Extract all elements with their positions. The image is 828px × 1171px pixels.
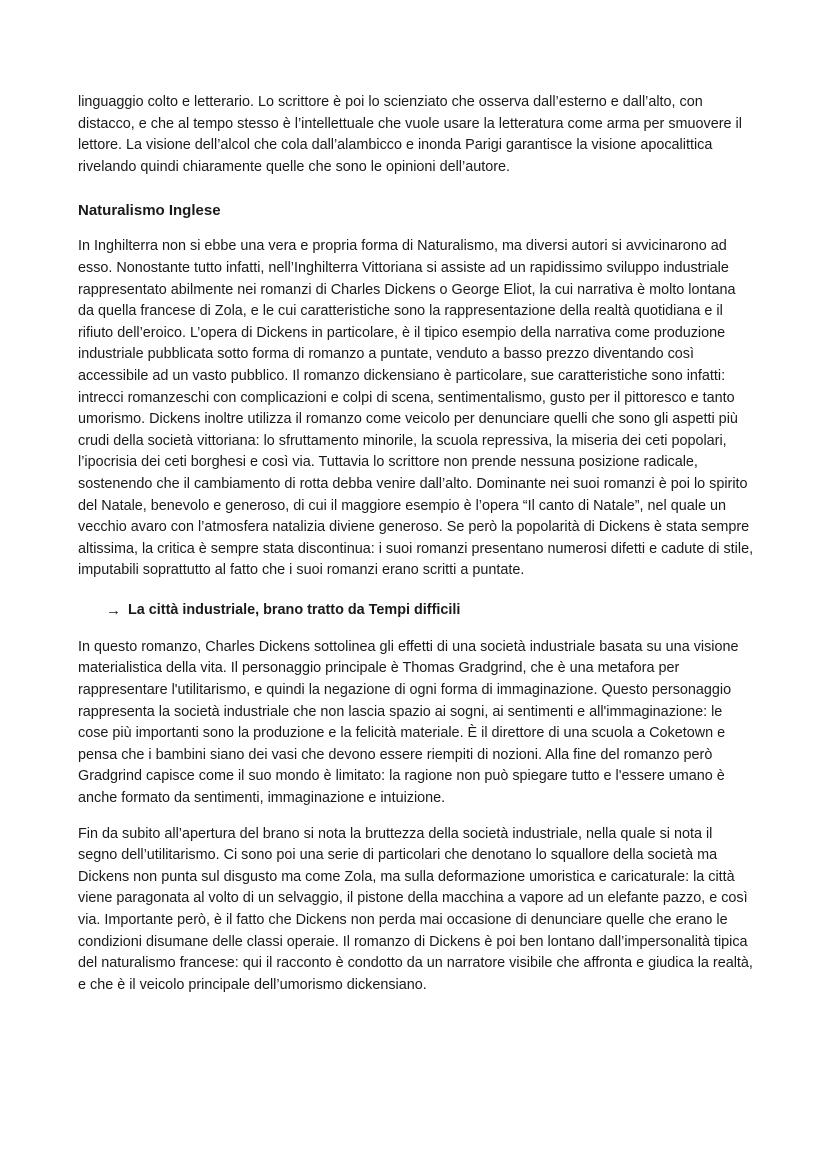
- section-paragraph: In Inghilterra non si ebbe una vera e propria forma di Naturalismo, ma diversi autori si avvicinarono ad esso. Nonostante tutto infatti, nell’Inghilterra Vittoriana si assiste ad un rapidissimo sviluppo industriale rappresentato abilmente nei romanzi di Charles Dickens o George Eliot, la cui narrativa è molto lontana da quella francese di Zola, e le cui caratteristiche sono la rappresentazione della realtà quotidiana e il rifiuto dell’eroico. L’opera di Dickens in particolare, è il tipico esempio della narrativa come produzione industriale pubblicata sotto forma di romanzo a puntate, venduto a basso prezzo diventando così accessibile ad un vasto pubblico. Il romanzo dickensiano è particolare, sue caratteristiche sono infatti: intrecci romanzeschi con complicazioni e colpi di scena, sentimentalismo, gusto per il pittoresco e tanto umorismo. Dickens inoltre utilizza il romanzo come veicolo per denunciare quelli che sono gli aspetti più crudi della società vittoriana: lo sfruttamento minorile, la scuola repressiva, la miseria dei ceti popolari, l’ipocrisia dei ceti borghesi e così via. Tuttavia lo scrittore non prende nessuna posizione radicale, sostenendo che il cambiamento di rotta debba venire dall’alto. Dominante nei suoi romanzi è poi lo spirito del Natale, benevolo e generoso, di cui il maggiore esempio è l’opera “Il canto di Natale”, nel quale un vecchio avaro con l’atmosfera natalizia diviene generoso. Se però la popolarità di Dickens è stata sempre altissima, la critica è sempre stata discontinua: i suoi romanzi presentano numerosi difetti e cadute di stile, imputabili soprattutto al fatto che i suoi romanzi erano scritti a puntate.: [78, 238, 754, 579]
- right-arrow-icon: →: [106, 601, 121, 619]
- document-page: [78, 92, 754, 996]
- subsection-paragraph-2: Fin da subito all’apertura del brano si nota la bruttezza della società industriale, nella quale si nota il segno dell’utilitarismo. Ci sono poi una serie di particolari che denotano lo squallore della società ma Dickens non punta sul disgusto ma come Zola, ma sulla deformazione umoristica e caricaturale: la città viene paragonata al volto di un selvaggio, il pistone della macchina a vapore ad un elefante pazzo, e così via. Importante però, è il fatto che Dickens non perda mai occasione di denunciare quelle che erano le condizioni disumane delle classi operaie. Il romanzo di Dickens è poi ben lontano dall’impersonalità tipica del naturalismo francese: qui il racconto è condotto da un narratore visibile che affronta e giudica la realtà, e che è il veicolo principale dell’umorismo dickensiano.: [78, 825, 753, 993]
- intro-paragraph: linguaggio colto e letterario. Lo scrittore è poi lo scienziato che osserva dall’esterno e dall’alto, con distacco, e che al tempo stesso è l’intellettuale che vuole usare la letteratura come arma per smuovere il lettore. La visione dell’alcol che cola dall’alambicco e inonda Parigi garantisce la visione apocalittica rivelando quindi chiaramente quelle che sono le opinioni dell’autore.: [78, 94, 742, 175]
- subsection-heading-text: La città industriale, brano tratto da Tempi difficili: [128, 601, 461, 618]
- subsection-paragraph-1: In questo romanzo, Charles Dickens sottolinea gli effetti di una società industriale basata su una visione materialistica della vita. Il personaggio principale è Thomas Gradgrind, che è una metafora per rappresentare l'utilitarismo, e quindi la negazione di ogni forma di immaginazione. Questo personaggio rappresenta la società industriale che non lascia spazio ai sogni, ai sentimenti e all'immaginazione: le cose più importanti sono la produzione e la felicità materiale. È il direttore di una scuola a Coketown e pensa che i bambini siano dei vasi che devono essere riempiti di nozioni. Alla fine del romanzo però Gradgrind capisce come il suo mondo è limitato: la ragione non può spiegare tutto e l'essere umano è anche formato da sentimenti, immaginazione e intuizione.: [78, 638, 739, 807]
- section-heading: Naturalismo Inglese: [78, 202, 221, 220]
- subsection-heading: [106, 600, 754, 621]
